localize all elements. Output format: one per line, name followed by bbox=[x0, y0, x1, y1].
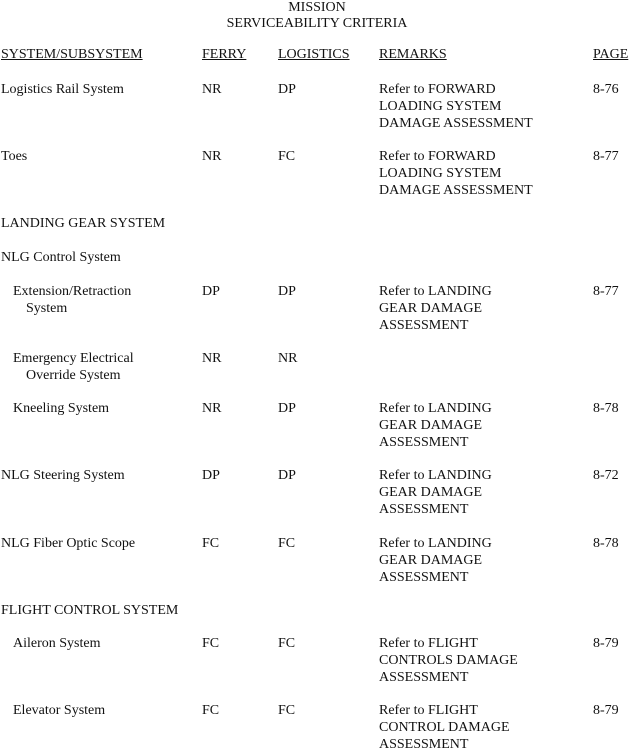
logistics-cell: FC bbox=[278, 149, 296, 164]
logistics-cell: FC bbox=[278, 636, 296, 651]
system-name: Logistics Rail System bbox=[1, 82, 124, 97]
column-header-system: SYSTEM/SUBSYSTEM bbox=[1, 47, 143, 62]
remarks-cell bbox=[379, 535, 492, 586]
remarks-line: ASSESSMENT bbox=[379, 318, 469, 333]
system-cell bbox=[13, 702, 105, 719]
remarks-cell bbox=[379, 81, 533, 132]
system-name: Kneeling System bbox=[13, 401, 110, 416]
page-cell: 8-78 bbox=[593, 401, 619, 416]
remarks-line: GEAR DAMAGE bbox=[379, 418, 483, 433]
remarks-cell bbox=[379, 467, 492, 518]
system-name: Aileron System bbox=[13, 636, 101, 651]
ferry-cell: NR bbox=[202, 401, 222, 416]
system-name: Toes bbox=[1, 149, 28, 164]
logistics-cell: DP bbox=[278, 401, 296, 416]
remarks-line: ASSESSMENT bbox=[379, 670, 469, 685]
remarks-line: LOADING SYSTEM bbox=[379, 166, 502, 181]
system-cell bbox=[1, 148, 27, 165]
remarks-line: DAMAGE ASSESSMENT bbox=[379, 183, 533, 198]
ferry-cell: DP bbox=[202, 284, 220, 299]
remarks-line: Refer to LANDING bbox=[379, 284, 492, 299]
page-cell: 8-79 bbox=[593, 703, 619, 718]
header-title-line2: SERVICEABILITY CRITERIA bbox=[226, 16, 408, 31]
system-name-continued: Override System bbox=[26, 368, 121, 383]
system-name: Elevator System bbox=[13, 703, 106, 718]
remarks-line: Refer to FORWARD bbox=[379, 82, 496, 97]
system-cell bbox=[13, 283, 131, 317]
page-cell: 8-77 bbox=[593, 284, 619, 299]
system-name: Emergency Electrical bbox=[13, 351, 134, 366]
logistics-cell: DP bbox=[278, 284, 296, 299]
section-heading: LANDING GEAR SYSTEM bbox=[1, 216, 166, 231]
page-cell: 8-76 bbox=[593, 82, 619, 97]
remarks-line: CONTROLS DAMAGE bbox=[379, 653, 518, 668]
system-name: NLG Fiber Optic Scope bbox=[1, 536, 136, 551]
system-name: Extension/Retraction bbox=[13, 284, 132, 299]
remarks-cell bbox=[379, 148, 533, 199]
remarks-line: CONTROL DAMAGE bbox=[379, 720, 510, 735]
logistics-cell: DP bbox=[278, 82, 296, 97]
remarks-cell bbox=[379, 283, 492, 334]
ferry-cell: FC bbox=[202, 703, 220, 718]
page-cell: 8-72 bbox=[593, 468, 619, 483]
remarks-line: Refer to FLIGHT bbox=[379, 703, 478, 718]
system-cell bbox=[1, 467, 125, 484]
system-name: NLG Steering System bbox=[1, 468, 125, 483]
remarks-line: Refer to FLIGHT bbox=[379, 636, 478, 651]
system-cell bbox=[13, 635, 101, 652]
remarks-line: LOADING SYSTEM bbox=[379, 99, 502, 114]
column-header-remarks: REMARKS bbox=[379, 47, 447, 62]
header-title-line1: MISSION bbox=[288, 0, 346, 15]
ferry-cell: FC bbox=[202, 536, 220, 551]
document-header bbox=[0, 0, 634, 32]
system-name-continued: System bbox=[26, 301, 68, 316]
column-header-logistics: LOGISTICS bbox=[278, 47, 350, 62]
remarks-line: GEAR DAMAGE bbox=[379, 301, 483, 316]
remarks-line: ASSESSMENT bbox=[379, 502, 469, 517]
remarks-cell bbox=[379, 702, 510, 753]
logistics-cell: FC bbox=[278, 536, 296, 551]
column-header-ferry: FERRY bbox=[202, 47, 247, 62]
ferry-cell: NR bbox=[202, 82, 222, 97]
page-cell: 8-77 bbox=[593, 149, 619, 164]
remarks-cell bbox=[379, 635, 518, 686]
remarks-line: GEAR DAMAGE bbox=[379, 553, 483, 568]
remarks-line: Refer to LANDING bbox=[379, 468, 492, 483]
logistics-cell: DP bbox=[278, 468, 296, 483]
remarks-line: ASSESSMENT bbox=[379, 737, 469, 752]
remarks-line: ASSESSMENT bbox=[379, 435, 469, 450]
system-cell bbox=[1, 81, 124, 98]
logistics-cell: FC bbox=[278, 703, 296, 718]
remarks-line: Refer to LANDING bbox=[379, 536, 492, 551]
ferry-cell: NR bbox=[202, 149, 222, 164]
page-cell: 8-79 bbox=[593, 636, 619, 651]
remarks-line: ASSESSMENT bbox=[379, 570, 469, 585]
ferry-cell: DP bbox=[202, 468, 220, 483]
remarks-line: DAMAGE ASSESSMENT bbox=[379, 116, 533, 131]
subsection-heading: NLG Control System bbox=[1, 250, 121, 265]
remarks-line: Refer to LANDING bbox=[379, 401, 492, 416]
logistics-cell: NR bbox=[278, 351, 298, 366]
system-cell bbox=[13, 400, 109, 417]
page-cell: 8-78 bbox=[593, 536, 619, 551]
remarks-line: GEAR DAMAGE bbox=[379, 485, 483, 500]
remarks-line: Refer to FORWARD bbox=[379, 149, 496, 164]
ferry-cell: NR bbox=[202, 351, 222, 366]
system-cell bbox=[1, 535, 135, 552]
system-cell bbox=[13, 350, 134, 384]
section-heading: FLIGHT CONTROL SYSTEM bbox=[1, 603, 179, 618]
column-header-page: PAGE bbox=[593, 47, 629, 62]
ferry-cell: FC bbox=[202, 636, 220, 651]
remarks-cell bbox=[379, 400, 492, 451]
